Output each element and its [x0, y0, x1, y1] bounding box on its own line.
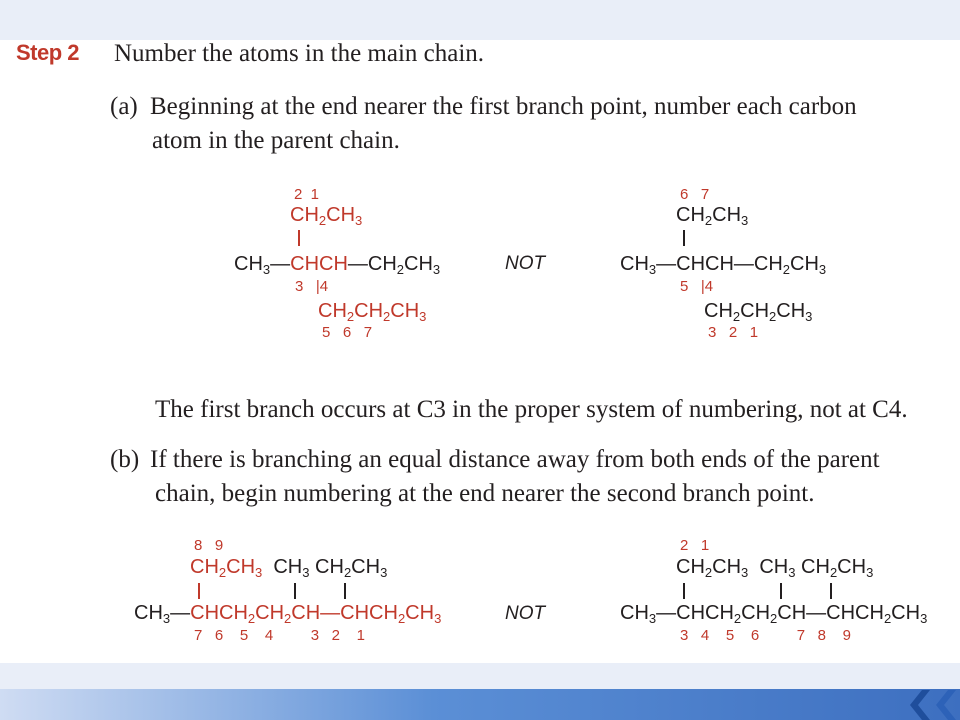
not-label-2: NOT — [505, 603, 546, 624]
s2r-branches: $CH_2CH_3$ $CH_3$ $CH_2CH_3$ — [676, 556, 874, 580]
s2l-bond-2 — [294, 583, 296, 599]
top-band — [0, 0, 960, 40]
s2l-top-numbers: 8 9 — [194, 537, 224, 554]
not-label-1: NOT — [505, 253, 546, 274]
s1r-main-chain: $CH_3—CHCH—CH_2CH_3$ — [620, 253, 827, 277]
s1l-bottom-chain: $CH_2CH_2CH_3$ — [318, 300, 427, 324]
s1r-top-numbers: 6 7 — [680, 186, 710, 203]
note-text: The first branch occurs at C3 in the proper system of numbering, not at C4. — [155, 396, 908, 423]
s1r-top-chain: $CH_2CH_3$ — [676, 204, 749, 228]
part-a-text1: Beginning at the end nearer the first branch point, number each carbon — [150, 93, 857, 120]
s1r-mid-numbers: 5 |4 — [680, 278, 714, 295]
step-label: Step 2 — [16, 40, 80, 65]
s2r-bond-3 — [830, 583, 832, 599]
part-b-marker: (b) — [110, 446, 140, 473]
part-a-line2: atom in the parent chain. — [152, 127, 400, 154]
s2r-main-chain: $CH_3—CHCH_2CH_2CH—CHCH_2CH_3$ — [620, 602, 928, 626]
s2l-bottom-numbers: 7 6 5 4 3 2 1 — [194, 627, 365, 644]
part-a-line1 — [110, 90, 857, 123]
s1l-top-chain: $CH_2CH_3$ — [290, 204, 363, 228]
step-title: Number the atoms in the main chain. — [114, 40, 485, 67]
s2l-branches: $CH_2CH_3$ $CH_3$ $CH_2CH_3$ — [190, 556, 388, 580]
s2r-top-numbers: 2 1 — [680, 537, 710, 554]
bottom-band-strip — [0, 689, 960, 720]
chevron-left-icon-2[interactable] — [930, 690, 958, 720]
bottom-band-light — [0, 663, 960, 689]
part-a-marker: (a) — [110, 93, 138, 120]
s2r-bottom-numbers: 3 4 5 6 7 8 9 — [680, 627, 851, 644]
s1l-main-chain: $CH_3—CHCH—CH_2CH_3$ — [234, 253, 441, 277]
s2r-bond-2 — [780, 583, 782, 599]
bottom-band — [0, 663, 960, 720]
s2r-bond-1 — [683, 583, 685, 599]
s1l-top-numbers: 2 1 — [294, 186, 320, 203]
s2l-bond-3 — [344, 583, 346, 599]
part-b-text1: If there is branching an equal distance away from both ends of the parent — [150, 446, 880, 473]
s2l-main-chain: $CH_3—CHCH_2CH_2CH—CHCH_2CH_3$ — [134, 602, 442, 626]
s1r-bond-up — [683, 230, 685, 246]
s1l-bond-up — [298, 230, 300, 246]
s2l-bond-1 — [198, 583, 200, 599]
part-b-line2: chain, begin numbering at the end nearer the second branch point. — [155, 480, 815, 507]
chevron-left-icon[interactable] — [904, 690, 932, 720]
s1r-bottom-numbers: 3 2 1 — [708, 324, 759, 341]
s1r-bottom-chain: $CH_2CH_2CH_3$ — [704, 300, 813, 324]
s1l-bottom-numbers: 5 6 7 — [322, 324, 373, 341]
part-b-line1 — [110, 443, 880, 476]
s1l-mid-numbers: 3 |4 — [295, 278, 329, 295]
